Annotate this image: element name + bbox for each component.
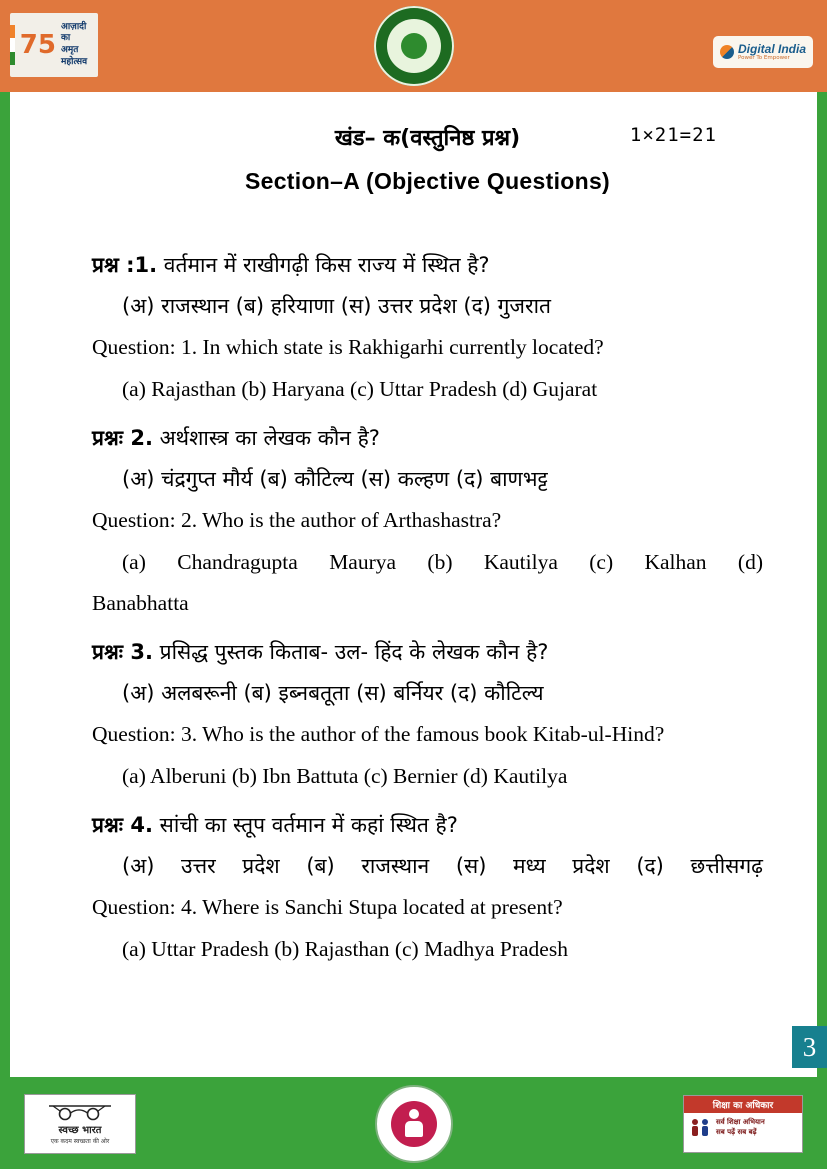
footer-band [0, 1077, 827, 1169]
english-question: Question: 2. Who is the author of Arthashastra? [92, 507, 502, 532]
hindi-question [92, 245, 763, 286]
hindi-question [92, 805, 763, 846]
rte-title: शिक्षा का अधिकार [684, 1096, 802, 1113]
rte-line1: सर्व शिक्षा अभियान [716, 1118, 765, 1127]
logo-left-line2: अमृत महोत्सव [60, 45, 88, 67]
english-options: (a) Uttar Pradesh (b) Rajasthan (c) Madhya Pradesh [122, 936, 568, 961]
question-block-4 [92, 805, 763, 971]
logo-75-text: 75 [19, 30, 56, 60]
digital-india-title: Digital India [737, 41, 806, 56]
swachh-bharat-title: स्वच्छ भारत [58, 1125, 102, 1136]
digital-india-logo [713, 36, 813, 68]
english-options: (a) Rajasthan (b) Haryana (c) Uttar Pradesh (d) Gujarat [122, 376, 598, 401]
swachh-bharat-logo [24, 1094, 136, 1154]
hindi-options: (अ) चंद्रगुप्त मौर्य (ब) कौटिल्य (स) कल्हण (द) बाणभट्ट [122, 466, 548, 491]
swachh-bharat-subtitle: एक कदम स्वच्छता की ओर [50, 1138, 110, 1145]
hindi-question-label: प्रश्न :1. [92, 253, 158, 277]
english-options-line1: (a) Chandragupta Maurya (b) Kautilya (c) Kalhan (d) [122, 549, 763, 574]
azadi-amrit-mahotsav-logo [10, 13, 98, 77]
marks-scheme: 1×21=21 [629, 124, 717, 146]
hindi-question-label: प्रश्नः 4. [92, 813, 153, 838]
section-heading-hindi: खंड– क(वस्तुनिष्ठ प्रश्न) [334, 126, 521, 151]
logo-left-caption [61, 22, 98, 69]
emblem-red-circle [391, 1101, 437, 1147]
section-heading-hindi-row [92, 122, 763, 152]
hindi-question [92, 418, 763, 459]
children-figures-icon [688, 1116, 712, 1140]
english-question: Question: 3. Who is the author of the famous book Kitab-ul-Hind? [92, 722, 665, 747]
hindi-options: (अ) अलबरूनी (ब) इब्नबतूता (स) बर्नियर (द) कौटिल्य [122, 681, 544, 706]
india-flag-icon [10, 25, 15, 65]
gandhi-glasses-icon [47, 1103, 113, 1121]
hindi-options: (अ) राजस्थान (ब) हरियाणा (स) उत्तर प्रदेश (द) गुजरात [122, 293, 552, 318]
english-question: Question: 1. In which state is Rakhigarhi currently located? [92, 334, 604, 359]
english-question: Question: 4. Where is Sanchi Stupa located at present? [92, 894, 563, 919]
figure-body [405, 1121, 423, 1137]
rte-line2: सब पढ़ें सब बढ़ें [716, 1128, 757, 1136]
hindi-question-label: प्रश्नः 3. [92, 640, 153, 665]
school-emblem-icon [374, 6, 454, 86]
hindi-question-text: प्रसिद्ध पुस्तक किताब- उल- हिंद के लेखक कौन है? [159, 640, 549, 665]
shiksha-ka-adhikar-logo [683, 1095, 803, 1153]
english-options: (a) Alberuni (b) Ibn Battuta (c) Bernier (d) Kautilya [122, 764, 568, 789]
question-block-2 [92, 418, 763, 626]
figure-head [409, 1109, 419, 1119]
hindi-question-text: वर्तमान में राखीगढ़ी किस राज्य में स्थित है? [163, 253, 490, 277]
question-block-1 [92, 245, 763, 411]
left-border [0, 92, 10, 1077]
hindi-question-text: सांची का स्तूप वर्तमान में कहां स्थित है? [159, 813, 458, 838]
header-band [0, 0, 827, 92]
hindi-question-text: अर्थशास्त्र का लेखक कौन है? [159, 425, 380, 450]
logo-left-line1: आज़ादी का [60, 21, 87, 44]
hindi-options: (अ) उत्तर प्रदेश (ब) राजस्थान (स) मध्य प्रदेश (द) छत्तीसगढ़ [122, 854, 763, 879]
footer-center-emblem-icon [375, 1085, 453, 1163]
english-options-line2: Banabhatta [92, 591, 189, 616]
digital-india-icon [720, 45, 734, 59]
question-block-3 [92, 632, 763, 798]
english-options [92, 542, 763, 626]
hindi-question-label: प्रश्नः 2. [92, 425, 153, 450]
section-heading-english: Section–A (Objective Questions) [244, 168, 611, 194]
emblem-inner-ring [387, 19, 441, 73]
emblem-core [401, 33, 427, 59]
questions-list [92, 245, 763, 971]
digital-india-subtitle: Power To Empower [737, 54, 790, 61]
right-border [817, 92, 827, 1077]
page-number: 3 [792, 1026, 827, 1068]
hindi-question [92, 632, 763, 673]
question-paper-content [10, 92, 817, 1077]
